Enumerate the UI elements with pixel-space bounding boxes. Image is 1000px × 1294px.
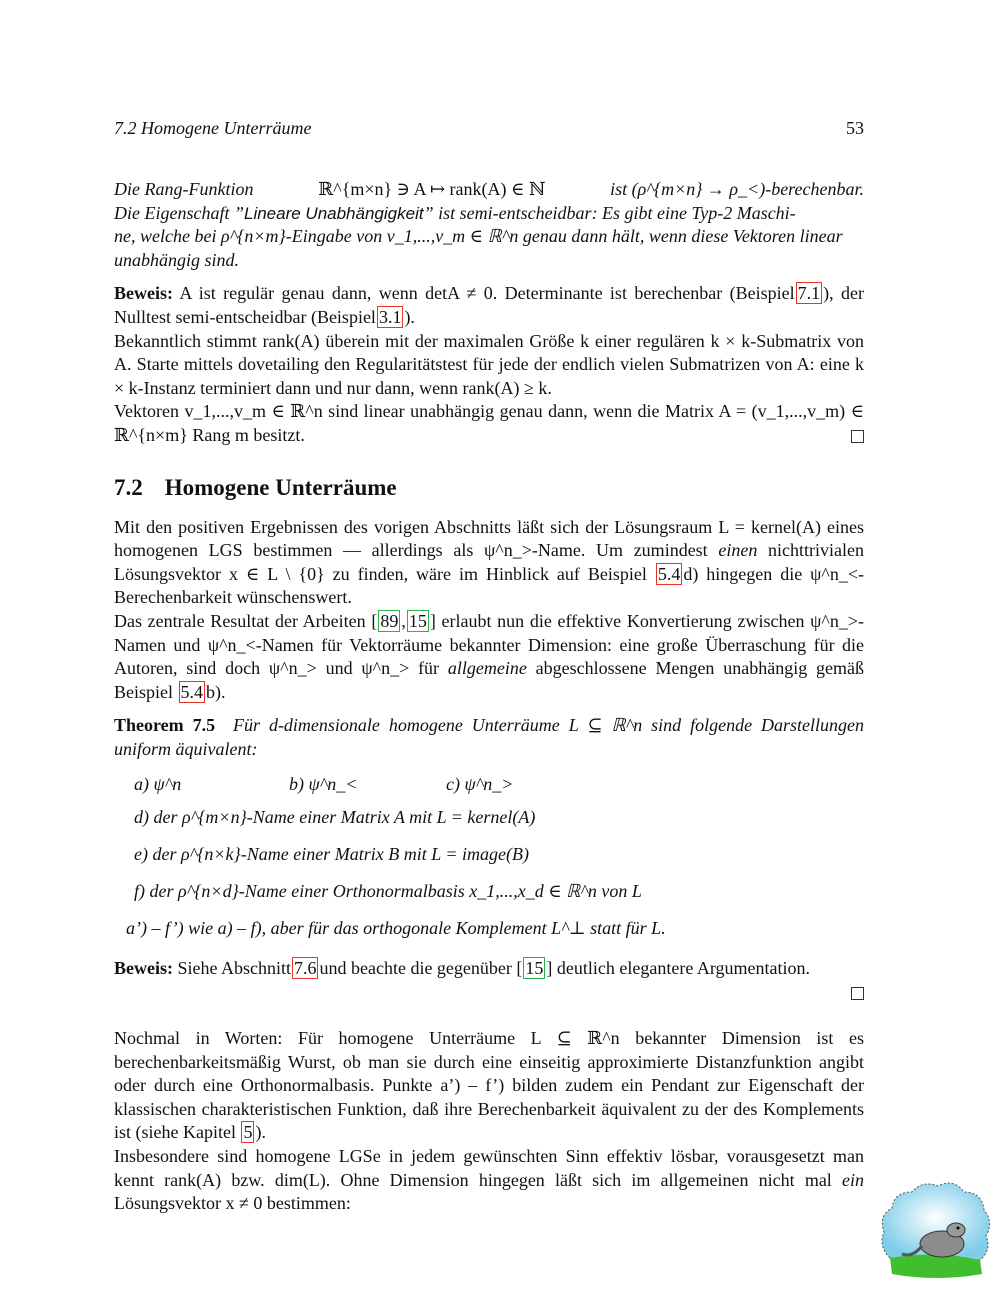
theorem-item-e: e) der ρ^{n×k}-Name einer Matrix B mit L = image(B) [134,844,530,865]
theorem-items-abc [134,769,864,799]
para3-text-1: Nochmal in Worten: Für homogene Unterräume L ⊆ ℝ^n bekannter Dimension ist es berechenbarkeitsmäßig Wurst, ob man sie durch eine einseitig approximierte Distanzfunktion angibt oder durch eine Orthonormalbasis. Punkte a’) – f’) bilden zudem ein Pendant zur Eigenschaft der klassischen charakteristischen Funktion, daß ihre Berechenbarkeit äquivalent zu der des Komplements ist (siehe Kapitel [114,1028,864,1143]
page-content [114,117,864,1216]
para4-text-1: Insbesondere sind homogene LGSe in jedem gewünschten Sinn effektiv lösbar, vorausgesetzt man kennt rank(A) bzw. dim(L). Ohne Dimension hingegen läßt sich im allgemeinen nicht mal [114,1146,864,1190]
proof2-text-1: Siehe Abschnitt [177,958,291,979]
section-number: 7.2 [114,474,143,500]
para4-text-2: Lösungsvektor x ≠ 0 bestimmen: [114,1193,351,1214]
ref-link[interactable]: 3.1 [378,306,402,327]
para1-text-3: d) hingegen die ψ^n_<-Berechenbarkeit wünschenswert. [114,563,865,608]
running-head [114,117,864,145]
paragraph-4 [114,1145,864,1216]
rang-line2-a: Die Eigenschaft ” [114,202,244,223]
para2-sep: , [401,610,406,631]
para3-text-2: ). [255,1122,266,1143]
paragraph-3 [114,1027,864,1145]
rang-line2-b: Lineare Unabhängigkeit [243,203,424,223]
cite-link[interactable]: 89 [380,610,399,631]
para2-emphasis: allgemeine [447,658,527,679]
rang-line3: ne, welche bei ρ^{n×m}-Eingabe von v_1,...,v_m ∈ ℝ^n genau dann hält, wenn diese Vektoren linear [114,226,843,247]
para2-text-1: Das zentrale Resultat der Arbeiten [ [114,610,378,631]
rang-tail: ist (ρ^{m×n} → ρ_<)-berechenbar. [610,179,864,199]
para1-emphasis: einen [718,540,758,561]
rang-formula: ℝ^{m×n} ∋ A ↦ rank(A) ∈ ℕ [318,179,546,199]
ref-link[interactable]: 5 [243,1122,253,1143]
ref-link[interactable]: 5.4 [657,563,681,584]
theorem-item-a: a) ψ^n [134,774,182,795]
page-number: 53 [846,118,864,138]
section-title: Homogene Unterräume [164,474,397,500]
paragraph-2 [114,610,864,704]
cite-link[interactable]: 15 [525,958,544,979]
proof1-text-4: ). [404,306,415,327]
section-heading [114,474,864,502]
proof1-text-3: der Nulltest semi-entscheidbar (Beispiel [114,283,864,327]
theorem-item-c: c) ψ^n_> [446,774,514,795]
proof2-text-3: ] deutlich elegantere Argumentation. [546,958,810,979]
cite-link[interactable]: 15 [408,610,427,631]
ref-link[interactable]: 7.6 [293,958,317,979]
theorem-item-d: d) der ρ^{m×n}-Name einer Matrix A mit L = kernel(A) [134,807,536,828]
rang-line2-c: ” ist semi-entscheidbar: Es gibt eine Typ-2 Maschi- [423,202,796,223]
para2-text-4: b). [206,681,226,702]
rang-label: Die Rang-Funktion [114,179,254,199]
running-head-section: 7.2 Homogene Unterräume [114,118,312,138]
para1-text-1: Mit den positiven Ergebnissen des vorigen Abschnitts läßt sich der Lösungsraum L = kernel(A) eines homogenen LGS bestimmen — allerdings als ψ^n_>-Name. Um zumindest [114,516,864,561]
rang-statement [114,178,864,272]
proof1-para3: Vektoren v_1,...,v_m ∈ ℝ^n sind linear unabhängig genau dann, wenn die Matrix A = (v_1,...,v_m) ∈ ℝ^{n×m} Rang m besitzt. [114,401,864,445]
proof-1 [114,282,864,447]
proof1-text-1: A ist regulär genau dann, wenn detA ≠ 0. Determinante ist berechenbar (Beispiel [179,283,795,304]
ref-link[interactable]: 5.4 [180,681,203,702]
mascot-logo-icon [876,1178,994,1284]
para4-emphasis: ein [842,1169,864,1190]
proof1-text-2: ), [823,283,834,304]
theorem-item-b: b) ψ^n_< [289,774,358,795]
rang-line4: unabhängig sind. [114,249,240,270]
ref-link[interactable]: 7.1 [797,283,821,304]
paragraph-1 [114,516,864,610]
theorem-label: Theorem 7.5 [114,715,216,736]
para2-text-2: ] erlaubt nun die effektive Konvertierung zwischen ψ^n_>-Namen und ψ^n_<-Namen für Vektorräume bekannter Dimension: eine große Überraschung für die Autoren, sind doch ψ^n_> und ψ^n_> für [114,610,864,679]
para1-text-2: nichttrivialen Lösungsvektor x ∈ L \ {0} zu finden, wäre im Hinblick auf Beispiel [114,540,865,584]
theorem-statement: Für d-dimensionale homogene Unterräume L ⊆ ℝ^n sind folgende Darstellungen uniform äquivalent: [114,715,865,759]
theorem-item-f: f) der ρ^{n×d}-Name einer Orthonormalbasis x_1,...,x_d ∈ ℝ^n von L [134,881,642,902]
theorem-item-complement: a’) – f’) wie a) – f), aber für das orthogonale Komplement L^⊥ statt für L. [126,918,666,939]
proof2-text-2: und beachte die gegenüber [ [319,958,523,979]
proof-label: Beweis: [114,958,173,979]
proof1-para2: Bekanntlich stimmt rank(A) überein mit der maximalen Größe k einer regulären k × k-Submatrix von A. Starte mittels dovetailing den Regularitätstest für jede der endlich vielen Submatrizen von A: eine k × k-Instanz terminiert dann und nur dann, wenn rank(A) ≥ k. [114,330,864,398]
theorem-7-5 [114,714,864,947]
qed-box [851,430,864,443]
proof-label: Beweis: [114,283,173,304]
proof-2 [114,957,864,1005]
qed-box [851,987,864,1000]
para2-text-3: abgeschlossene Mengen unabhängig gemäß Beispiel [114,658,865,702]
